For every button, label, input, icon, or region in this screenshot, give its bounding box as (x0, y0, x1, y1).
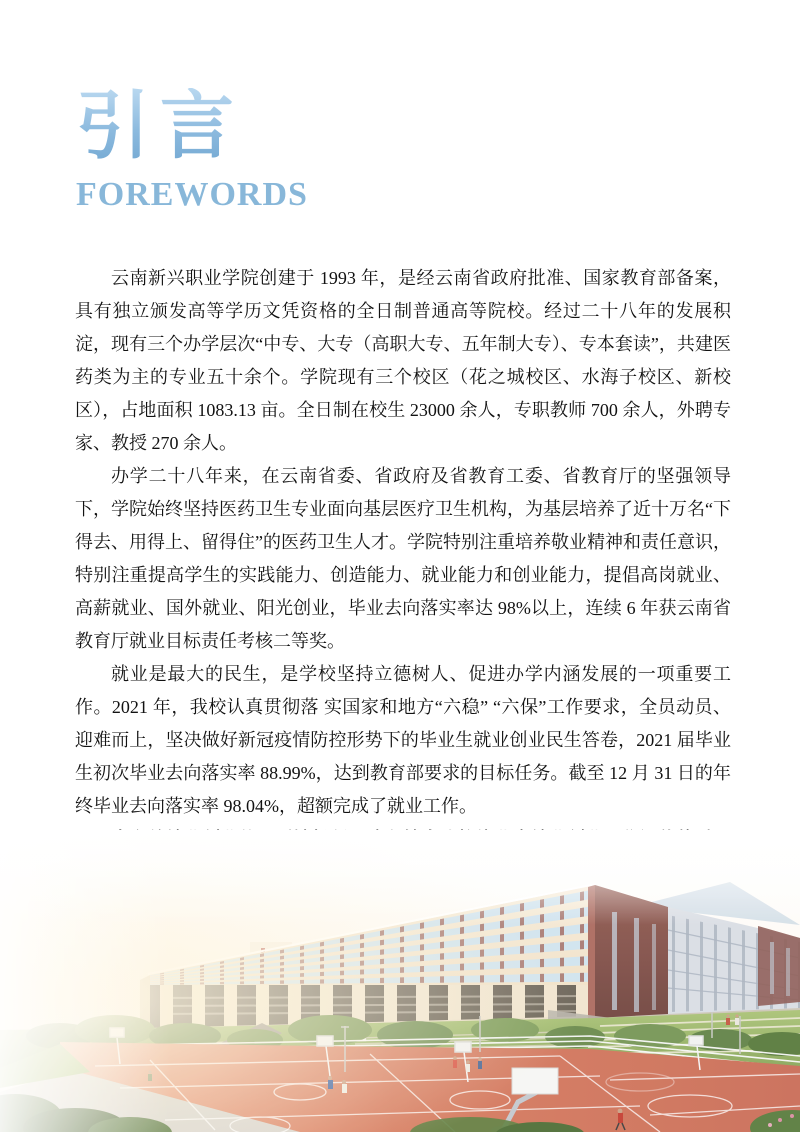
campus-photo-art (0, 830, 800, 1132)
body-paragraph: 办学二十八年来，在云南省委、省政府及省教育工委、省教育厅的坚强领导下，学院始终坚持医药卫生专业面向基层医疗卫生机构，为基层培养了近十万名“下得去、用得上、留得住”的医药卫生人才。学院特别注重培养敬业精神和责任意识，特别注重提高学生的实践能力、创造能力、就业能力和创业能力，提倡高岗就业、高薪就业、国外就业、阳光创业，毕业去向落实率达 98%以上，连续 6 年获云南省教育厅就业目标责任考核二等奖。 (75, 466, 731, 651)
body-paragraph: 就业是最大的民生，是学校坚持立德树人、促进办学内涵发展的一项重要工作。2021 年，我校认真贯彻落 实国家和地方“六稳” “六保”工作要求，全员动员、迎难而上，坚决做好新冠疫情防控形势下的毕业生就业创业民生答卷，2021 届毕业生初次毕业去向落实率 88.99%，达到教育部要求的目标任务。截至 12 月 31 日的年终毕业去向落实率 98.04%，超额完成了就业工作。 (75, 664, 731, 816)
page-subtitle: FOREWORDS (76, 175, 308, 213)
page-title: 引言 (76, 88, 308, 166)
body-paragraph: 云南新兴职业学院创建于 1993 年，是经云南省政府批准、国家教育部备案，具有独立颁发高等学历文凭资格的全日制普通高等院校。经过二十八年的发展积淀，现有三个办学层次“中专、大专（高职大专、五年制大专）、专本套读”，共建医药类为主的专业五十余个。学院现有三个校区（花之城校区、水海子校区、新校区），占地面积 1083.13 亩。全日制在校生 23000 余人，专职教师 700 余人，外聘专家、教授 270 余人。 (75, 268, 731, 453)
foreword-body (75, 262, 731, 889)
campus-photo (0, 830, 800, 1132)
page-header (76, 83, 308, 214)
